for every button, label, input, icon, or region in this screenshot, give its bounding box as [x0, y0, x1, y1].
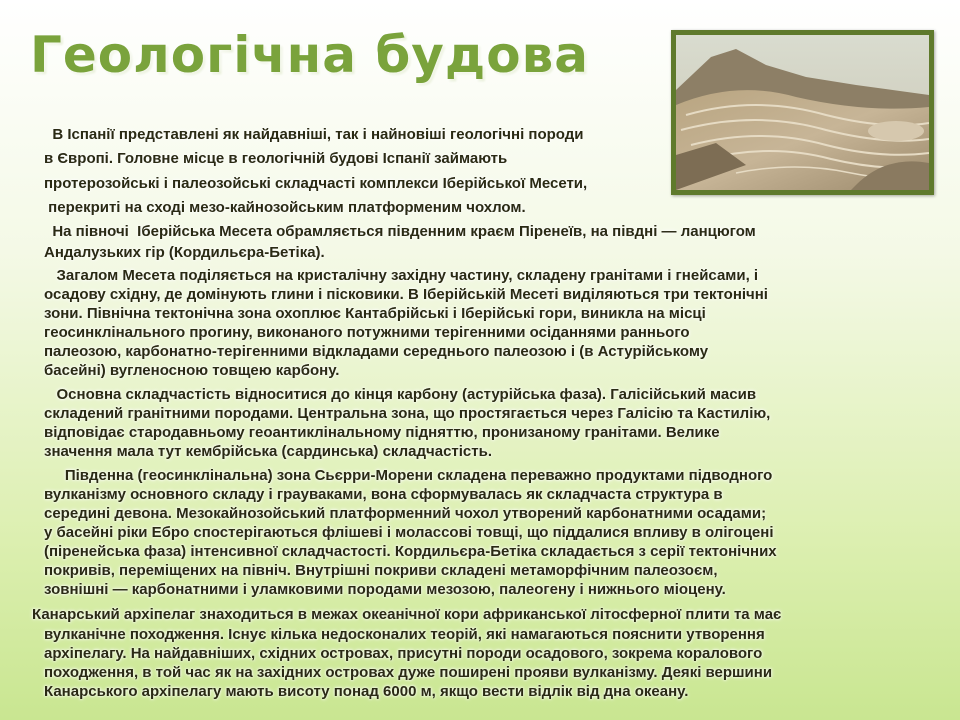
text-line: В Іспанії представлені як найдавніші, так і найновіші геологічні породи — [44, 126, 584, 143]
text-line: Канарського архіпелагу мають висоту понад 6000 м, якщо вести відлік від дна океану. — [44, 683, 689, 700]
text-line: зовнішні — карбонатними і уламковими породами мезозою, палеогену і нижнього міоцену. — [44, 581, 726, 598]
text-line: протерозойські і палеозойські складчасті комплекси Іберійської Месети, — [44, 175, 588, 192]
text-line: відповідає стародавньому геоантиклінальному підняттю, пронизаному гранітами. Велике — [44, 424, 720, 441]
text-line: складений гранітними породами. Центральна зона, що простягається через Галісію та Кастилію, — [44, 405, 771, 422]
text-line: Південна (геосинклінальна) зона Сьєрри-Морени складена переважно продуктами підводного — [44, 467, 773, 484]
text-line: значення мала тут кембрійська (сардинська) складчастість. — [44, 443, 493, 460]
text-line: осадову східну, де домінують глини і пісковики. В Іберійській Месеті виділяються три тектонічні — [44, 286, 768, 303]
text-line: середині девона. Мезокайнозойський платформенний чохол утворений карбонатними осадами; — [44, 505, 767, 522]
text-line: архіпелагу. На найдавніших, східних островах, присутні породи осадового, зокрема коралового — [44, 645, 763, 662]
text-line: зони. Північна тектонічна зона охоплює Кантабрійські і Іберійські гори, виникла на місці — [44, 305, 706, 322]
text-line: (піренейська фаза) інтенсивної складчастості. Кордильєра-Бетіка складається з серії тектонічних — [44, 543, 777, 560]
text-line: На півночі Іберійська Месета обрамляється південним краєм Піренеїв, на півдні — ланцюгом — [44, 223, 756, 240]
text-line: геосинклінального прогину, виконаного потужними терігенними осіданнями раннього — [44, 324, 690, 341]
text-line: вулканізму основного складу і грауваками, вона сформувалась як складчаста структура в — [44, 486, 723, 503]
open-pit-mine-icon — [676, 35, 929, 190]
text-line: перекриті на сході мезо-кайнозойським платформеним чохлом. — [44, 199, 526, 216]
text-line: Андалузьких гір (Кордильєра-Бетіка). — [44, 244, 325, 261]
text-line: у басейні ріки Ебро спостерігаються флішеві і молассові товщі, що піддалися впливу в олігоцені — [44, 524, 774, 541]
text-line: в Європі. Головне місце в геологічній будові Іспанії займають — [44, 150, 508, 167]
text-line: басейні) вугленосною товщею карбону. — [44, 362, 340, 379]
text-line: Основна складчастість відноситися до кінця карбону (астурійська фаза). Галісійський масив — [44, 386, 757, 403]
text-line: покривів, переміщених на північ. Внутрішні покриви складені метаморфічним палеозоєм, — [44, 562, 718, 579]
text-line: Канарський архіпелаг знаходиться в межах океанічної кори африканської літосферної плити та має — [32, 606, 782, 623]
text-line: палеозою, карбонатно-терігенними відкладами середнього палеозою і (в Астурійському — [44, 343, 709, 360]
open-pit-mine-photo — [671, 30, 934, 195]
slide-title: Геологічна будова — [30, 26, 589, 84]
text-line: Загалом Месета поділяється на кристалічну західну частину, складену гранітами і гнейсами, і — [44, 267, 759, 284]
text-line: походження, в той час як на західних островах дуже поширені прояви вулканізму. Деякі вершини — [44, 664, 773, 681]
text-line: вулканічне походження. Існує кілька недосконалих теорій, які намагаються пояснити утворення — [44, 626, 765, 643]
